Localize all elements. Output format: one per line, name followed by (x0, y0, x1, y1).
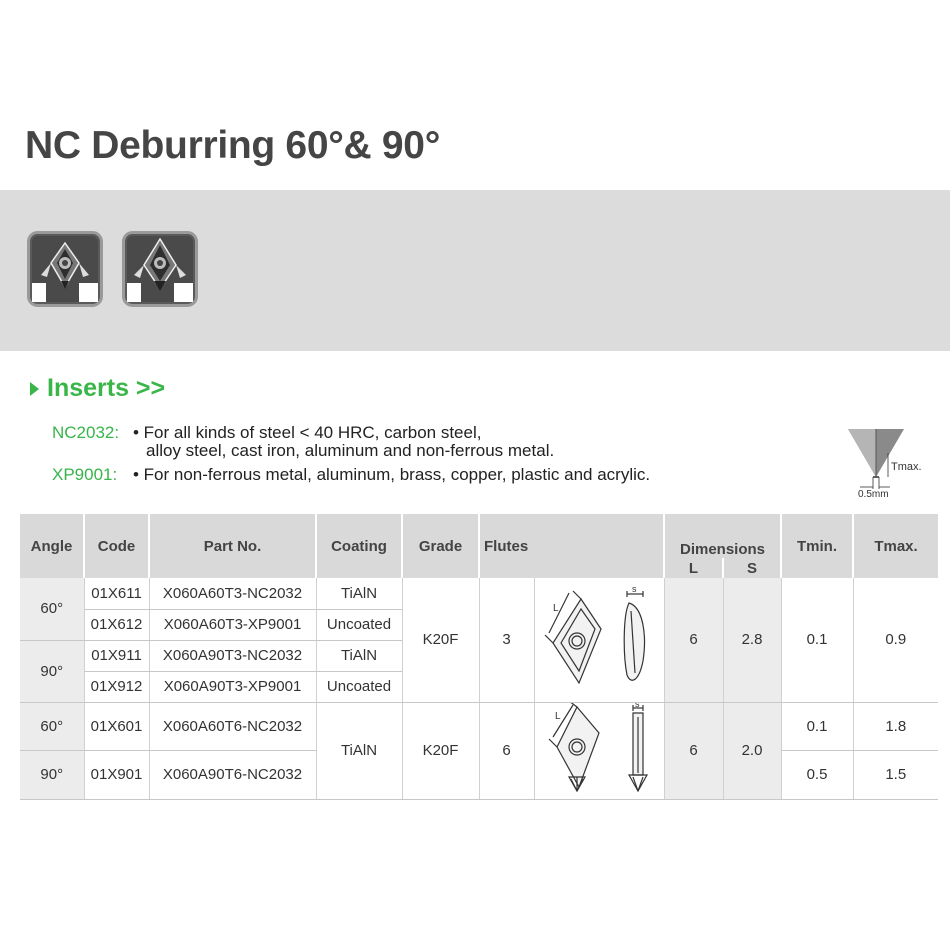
cell-part: X060A60T3-XP9001 (149, 609, 316, 640)
header-l: L (664, 558, 723, 578)
diagram-l-label: L (555, 710, 561, 722)
cell-l: 6 (664, 702, 723, 799)
header-coating: Coating (316, 514, 402, 578)
cell-part: X060A60T6-NC2032 (149, 702, 316, 751)
header-tmin: Tmin. (781, 514, 853, 578)
diagram-s-label: s (632, 584, 637, 594)
header-code: Code (84, 514, 149, 578)
width-label: 0.5mm (858, 489, 889, 500)
header-flutes: Flutes (479, 514, 664, 578)
header-dimensions: Dimensions (664, 514, 781, 558)
page-title: NC Deburring 60°& 90° (25, 124, 440, 167)
cell-tmax: 1.8 (853, 702, 938, 751)
tmax-label: Tmax. (891, 461, 922, 473)
cell-angle: 90° (20, 640, 84, 702)
cell-tmax: 0.9 (853, 578, 938, 702)
cell-part: X060A90T3-NC2032 (149, 640, 316, 671)
cell-angle: 60° (20, 578, 84, 640)
cell-tmin: 0.1 (781, 578, 853, 702)
section-arrow-icon (30, 382, 39, 396)
cell-flutes: 3 (479, 578, 534, 702)
cell-code: 01X911 (84, 640, 149, 671)
cell-code: 01X611 (84, 578, 149, 609)
header-tmax: Tmax. (853, 514, 938, 578)
cell-tmax: 1.5 (853, 751, 938, 800)
spec-table (20, 514, 938, 800)
deburring-90-icon (122, 231, 198, 307)
diagram-s-label: s (635, 702, 640, 709)
cell-code: 01X601 (84, 702, 149, 751)
section-heading: Inserts >> (30, 374, 165, 403)
cell-tmin: 0.1 (781, 702, 853, 751)
cell-grade: K20F (402, 702, 479, 799)
cell-s: 2.0 (723, 702, 781, 799)
table-row (20, 702, 938, 751)
cell-code: 01X901 (84, 751, 149, 800)
cell-tmin: 0.5 (781, 751, 853, 800)
header-angle: Angle (20, 514, 84, 578)
cell-coating: TiAlN (316, 578, 402, 609)
cell-part: X060A60T3-NC2032 (149, 578, 316, 609)
cell-grade: K20F (402, 578, 479, 702)
tmax-diagram (840, 425, 930, 500)
cell-coating: Uncoated (316, 671, 402, 702)
cell-l: 6 (664, 578, 723, 702)
cell-s: 2.8 (723, 578, 781, 702)
cell-part: X060A90T3-XP9001 (149, 671, 316, 702)
cell-code: 01X612 (84, 609, 149, 640)
cell-angle: 60° (20, 702, 84, 751)
table-header (20, 514, 938, 558)
header-s: S (723, 558, 781, 578)
header-part-no: Part No. (149, 514, 316, 578)
cell-coating: TiAlN (316, 702, 402, 799)
deburring-60-icon (27, 231, 103, 307)
cell-coating: Uncoated (316, 609, 402, 640)
cell-part: X060A90T6-NC2032 (149, 751, 316, 800)
diagram-l-label: L (553, 602, 559, 614)
header-grade: Grade (402, 514, 479, 578)
cell-coating: TiAlN (316, 640, 402, 671)
cell-code: 01X912 (84, 671, 149, 702)
table-row (20, 578, 938, 609)
insert-diagram-3-flute (534, 578, 664, 702)
cell-angle: 90° (20, 751, 84, 800)
insert-diagram-6-flute (534, 702, 664, 799)
cell-flutes: 6 (479, 702, 534, 799)
